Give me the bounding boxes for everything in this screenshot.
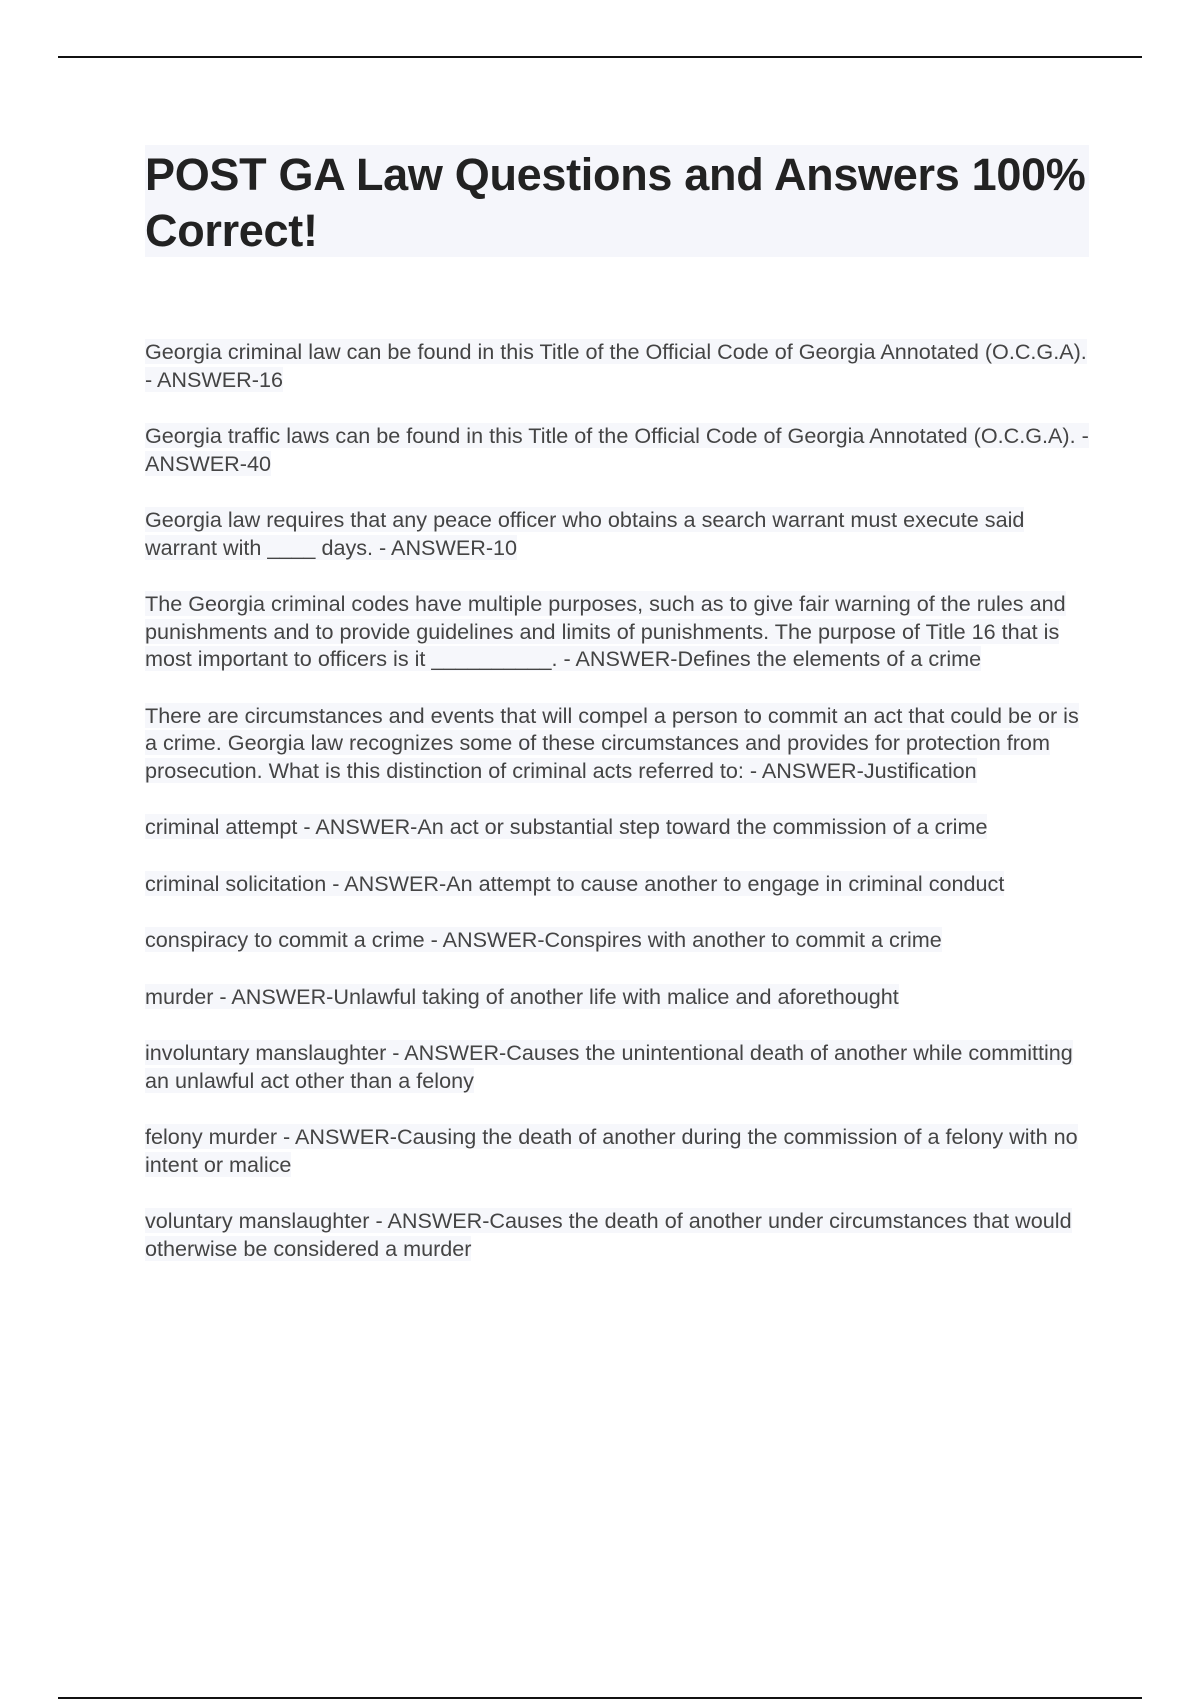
page-title: POST GA Law Questions and Answers 100% Correct! [145, 149, 1086, 256]
qa-item [145, 506, 1095, 561]
qa-text: Georgia criminal law can be found in this Title of the Official Code of Georgia Annotated (O.C.G.A). - ANSWER-16 [145, 339, 1087, 392]
qa-item [145, 590, 1095, 673]
qa-text: murder - ANSWER-Unlawful taking of another life with malice and aforethought [145, 983, 899, 1009]
qa-item [145, 422, 1095, 477]
qa-text: The Georgia criminal codes have multiple purposes, such as to give fair warning of the rules and punishments and to provide guidelines and limits of punishments. The purpose of Title 16 that is most important to officers is it __________. - ANSWER-Defines the elements of a crime [145, 591, 1066, 671]
qa-item [145, 870, 1095, 898]
qa-text: criminal solicitation - ANSWER-An attempt to cause another to engage in criminal conduct [145, 870, 1005, 896]
qa-item [145, 1123, 1095, 1178]
qa-text: conspiracy to commit a crime - ANSWER-Conspires with another to commit a crime [145, 927, 942, 952]
qa-text: voluntary manslaughter - ANSWER-Causes the death of another under circumstances that would otherwise be considered a murder [145, 1208, 1072, 1261]
qa-text: involuntary manslaughter - ANSWER-Causes the unintentional death of another while committing an unlawful act other than a felony [145, 1040, 1073, 1093]
title-block [145, 145, 1089, 257]
qa-list [145, 338, 1095, 1291]
qa-text: criminal attempt - ANSWER-An act or substantial step toward the commission of a crime [145, 814, 988, 839]
qa-item [145, 926, 1095, 954]
qa-item [145, 702, 1095, 785]
qa-item [145, 338, 1095, 393]
qa-text: felony murder - ANSWER-Causing the death of another during the commission of a felony with no intent or malice [145, 1124, 1078, 1177]
qa-item [145, 1039, 1095, 1094]
top-divider [58, 56, 1142, 58]
qa-item [145, 1207, 1095, 1262]
bottom-divider [58, 1697, 1142, 1699]
qa-text: Georgia traffic laws can be found in this Title of the Official Code of Georgia Annotated (O.C.G.A). - ANSWER-40 [145, 423, 1089, 476]
qa-text: Georgia law requires that any peace officer who obtains a search warrant must execute said warrant with ____ days. - ANSWER-10 [145, 507, 1025, 560]
qa-item [145, 813, 1095, 841]
qa-text: There are circumstances and events that will compel a person to commit an act that could be or is a crime. Georgia law recognizes some of these circumstances and provides for protection from prosecution. What is this distinction of criminal acts referred to: - ANSWER-Justification [145, 702, 1079, 783]
qa-item [145, 983, 1095, 1011]
